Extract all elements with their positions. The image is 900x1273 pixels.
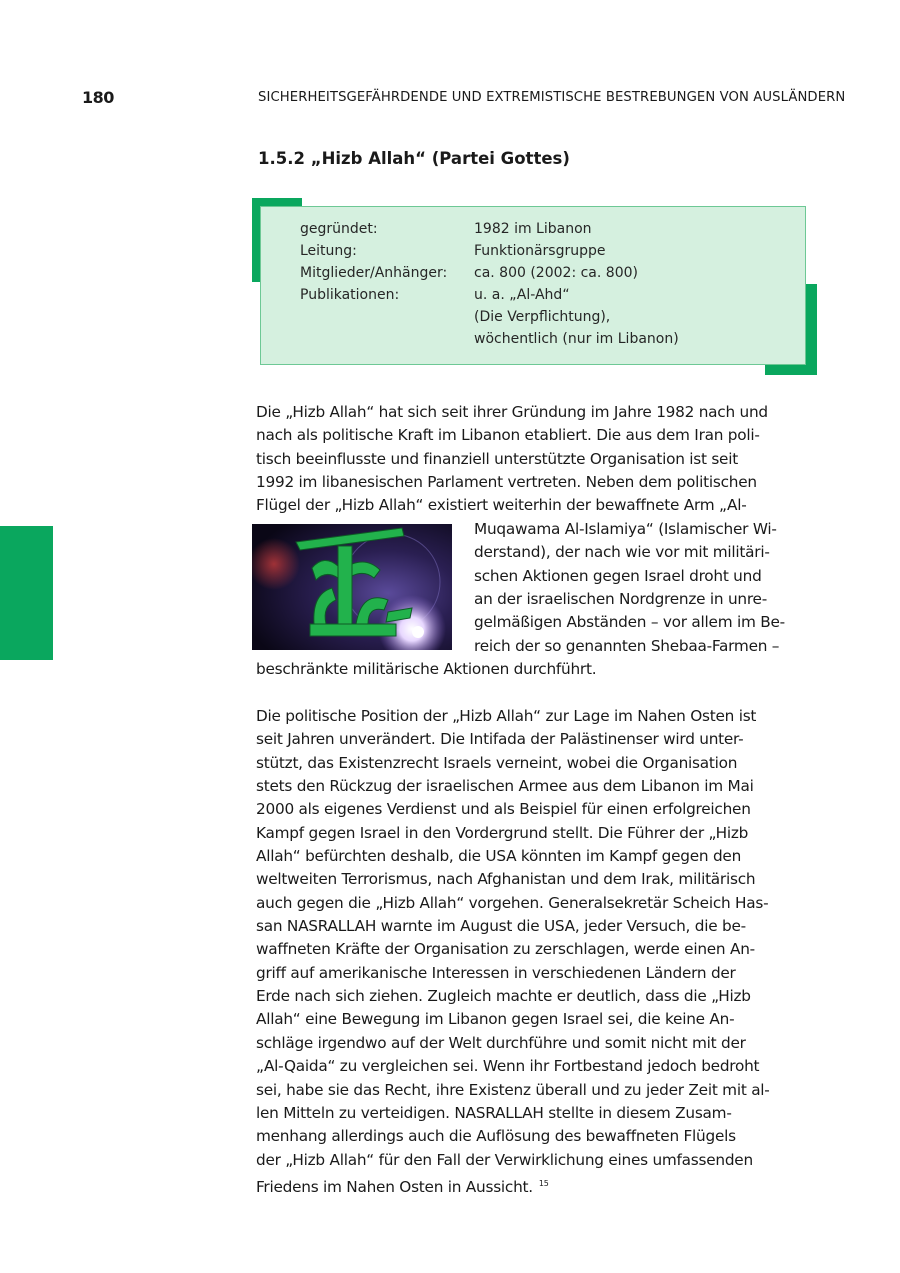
info-box — [260, 206, 806, 365]
info-label: gegründet: — [300, 221, 378, 237]
info-label: Publikationen: — [300, 287, 400, 303]
text-line: griff auf amerikanische Interessen in verschiedenen Ländern der — [256, 963, 736, 982]
text-line: Die „Hizb Allah“ hat sich seit ihrer Gründung im Jahre 1982 nach und — [256, 403, 768, 421]
info-value: u. a. „Al-Ahd“ — [474, 287, 570, 303]
text-line: waffneten Kräfte der Organisation zu zerschlagen, werde einen An- — [256, 940, 755, 959]
text-line: gelmäßigen Abständen – vor allem im Be- — [474, 613, 785, 632]
paragraph-1 — [256, 401, 768, 518]
text-line: san NASRALLAH warnte im August die USA, jeder Versuch, die be- — [256, 917, 746, 936]
text-line: weltweiten Terrorismus, nach Afghanistan und dem Irak, militärisch — [256, 870, 756, 889]
footnote-marker: 15 — [538, 1178, 549, 1188]
info-value: 1982 im Libanon — [474, 221, 592, 237]
chapter-side-tab — [0, 526, 53, 660]
text-line: menhang allerdings auch die Auflösung des bewaffneten Flügels — [256, 1127, 736, 1146]
text-line: reich der so genannten Shebaa-Farmen – — [474, 636, 780, 655]
text-line: „Al-Qaida“ zu vergleichen sei. Wenn ihr Fortbestand jedoch bedroht — [256, 1057, 760, 1076]
section-heading: 1.5.2 „Hizb Allah“ (Partei Gottes) — [258, 149, 570, 168]
info-value: wöchentlich (nur im Libanon) — [474, 331, 679, 347]
text-line: schläge irgendwo auf der Welt durchführe und somit nicht mit der — [256, 1033, 746, 1052]
text-line: Allah“ eine Bewegung im Libanon gegen Israel sei, die keine An- — [256, 1010, 735, 1029]
text-line: Kampf gegen Israel in den Vordergrund stellt. Die Führer der „Hizb — [256, 823, 749, 842]
text-line: 1992 im libanesischen Parlament vertreten. Neben dem politischen — [256, 473, 757, 492]
text-line: an der israelischen Nordgrenze in unre- — [474, 590, 767, 609]
text-line: der „Hizb Allah“ für den Fall der Verwirklichung eines umfassenden — [256, 1150, 753, 1169]
text-line-content: Friedens im Nahen Osten in Aussicht. — [256, 1177, 533, 1196]
text-line: auch gegen die „Hizb Allah“ vorgehen. Generalsekretär Scheich Has- — [256, 893, 769, 912]
text-line — [256, 1172, 770, 1195]
text-line: derstand), der nach wie vor mit militäri- — [474, 543, 770, 562]
text-line: seit Jahren unverändert. Die Intifada der Palästinenser wird unter- — [256, 730, 744, 749]
paragraph-2 — [256, 518, 785, 681]
text-line: Erde nach sich ziehen. Zugleich machte er deutlich, dass die „Hizb — [256, 987, 751, 1006]
text-line: tisch beeinflusste und finanziell unterstützte Organisation ist seit — [256, 449, 738, 468]
page-number: 180 — [82, 88, 114, 107]
text-line: Allah“ befürchten deshalb, die USA könnten im Kampf gegen den — [256, 847, 742, 866]
text-line: 2000 als eigenes Verdienst und als Beispiel für einen erfolgreichen — [256, 800, 751, 819]
info-label: Mitglieder/Anhänger: — [300, 265, 448, 281]
text-line: len Mitteln zu verteidigen. NASRALLAH stellte in diesem Zusam- — [256, 1103, 732, 1122]
running-header: SICHERHEITSGEFÄHRDENDE UND EXTREMISTISCHE BESTREBUNGEN VON AUSLÄNDERN — [258, 90, 846, 105]
info-label: Leitung: — [300, 243, 357, 259]
text-line: beschränkte militärische Aktionen durchführt. — [256, 660, 597, 679]
text-line: Die politische Position der „Hizb Allah“ zur Lage im Nahen Osten ist — [256, 707, 757, 725]
text-line: stützt, das Existenzrecht Israels verneint, wobei die Organisation — [256, 753, 738, 772]
text-line: sei, habe sie das Recht, ihre Existenz überall und zu jeder Zeit mit al- — [256, 1080, 770, 1099]
info-value: Funktionärsgruppe — [474, 243, 606, 259]
text-line: schen Aktionen gegen Israel droht und — [474, 566, 762, 585]
info-value: ca. 800 (2002: ca. 800) — [474, 265, 638, 281]
text-line: Muqawama Al-Islamiya“ (Islamischer Wi- — [474, 520, 777, 538]
text-line: stets den Rückzug der israelischen Armee aus dem Libanon im Mai — [256, 777, 754, 796]
text-line: nach als politische Kraft im Libanon etabliert. Die aus dem Iran poli- — [256, 426, 760, 445]
text-line: Flügel der „Hizb Allah“ existiert weiterhin der bewaffnete Arm „Al- — [256, 496, 747, 515]
info-value: (Die Verpflichtung), — [474, 309, 611, 325]
paragraph-3 — [256, 705, 770, 1195]
